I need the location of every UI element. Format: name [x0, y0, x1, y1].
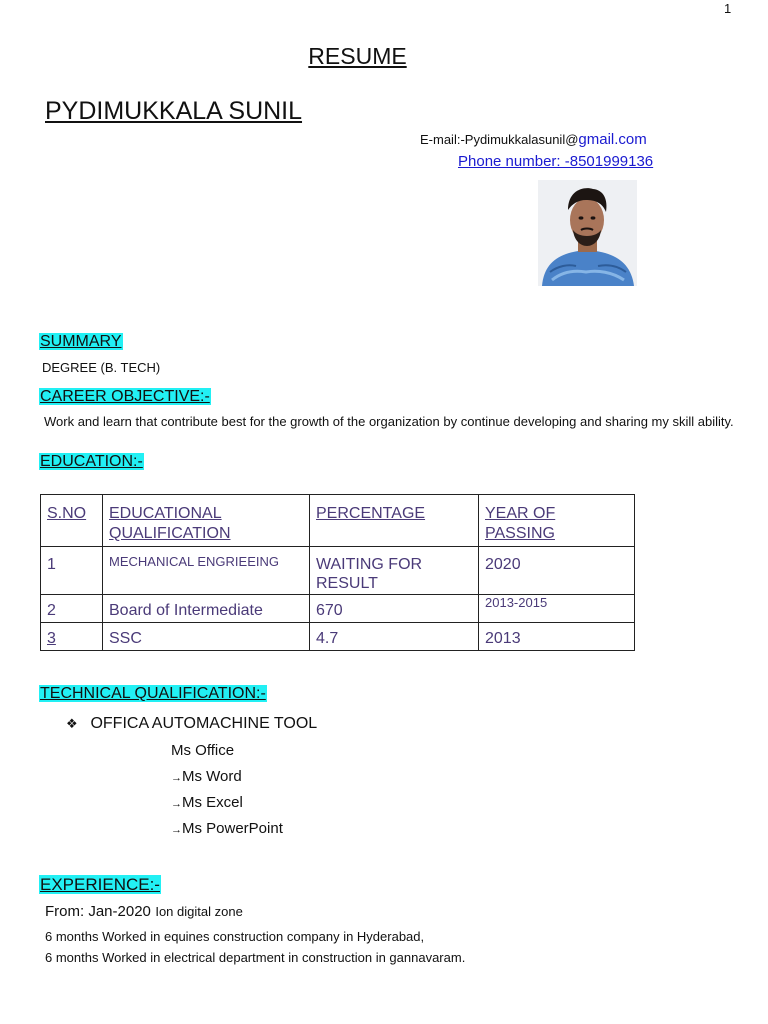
- document-title: RESUME: [308, 43, 407, 69]
- technical-bullet-item: [66, 715, 317, 733]
- phone-number[interactable]: Phone number: -8501999136: [458, 153, 654, 170]
- cell-sno: 2: [41, 595, 103, 623]
- arrow-right-icon: →: [171, 772, 182, 784]
- profile-photo: [538, 180, 637, 286]
- person-name: PYDIMUKKALA SUNIL: [45, 97, 303, 125]
- header-sno: S.NO: [41, 495, 103, 547]
- table-row: [41, 547, 635, 595]
- page-number: 1: [724, 1, 732, 16]
- table-row: [41, 595, 635, 623]
- technical-group-label: Ms Office: [171, 742, 235, 759]
- career-objective-text: Work and learn that contribute best for the growth of the organization by continue developing and sharing my skill ability.: [44, 414, 734, 429]
- diamond-bullet-icon: ❖: [66, 716, 78, 731]
- cell-qualification: SSC: [103, 623, 310, 651]
- summary-heading: SUMMARY: [40, 333, 122, 350]
- cell-percentage: 670: [310, 595, 479, 623]
- experience-line: 6 months Worked in electrical department in construction in gannavaram.: [45, 950, 466, 965]
- header-percentage: PERCENTAGE: [310, 495, 479, 547]
- email-line: [420, 131, 647, 148]
- arrow-right-icon: →: [171, 824, 182, 836]
- cell-year: 2013: [479, 623, 635, 651]
- technical-bullet-text: OFFICA AUTOMACHINE TOOL: [90, 715, 318, 732]
- person-portrait-icon: [538, 180, 637, 286]
- experience-from: [45, 903, 243, 921]
- cell-qualification: MECHANICAL ENGRIEEING: [103, 547, 310, 595]
- table-header-row: [41, 495, 635, 547]
- cell-qualification: Board of Intermediate: [103, 595, 310, 623]
- experience-from-label: From: Jan-2020: [45, 903, 151, 920]
- experience-company: Ion digital zone: [155, 904, 243, 919]
- experience-heading: EXPERIENCE:-: [40, 875, 160, 894]
- summary-text: DEGREE (B. TECH): [42, 360, 161, 375]
- experience-line: 6 months Worked in equines construction company in Hyderabad,: [45, 929, 425, 944]
- email-domain[interactable]: gmail.com: [578, 131, 647, 148]
- table-row: [41, 623, 635, 651]
- email-prefix: E-mail:-Pydimukkalasunil@: [420, 132, 579, 147]
- education-table: [40, 494, 635, 651]
- cell-year: 2020: [479, 547, 635, 595]
- cell-year: 2013-2015: [479, 595, 635, 623]
- technical-qualification-heading: TECHNICAL QUALIFICATION:-: [40, 685, 266, 702]
- list-item: →Ms Excel: [171, 794, 243, 811]
- arrow-right-icon: →: [171, 798, 182, 810]
- cell-sno: 3: [41, 623, 103, 651]
- header-year: YEAR OF PASSING: [479, 495, 635, 547]
- cell-percentage: WAITING FOR RESULT: [310, 547, 479, 595]
- list-item: →Ms Word: [171, 768, 242, 785]
- career-objective-heading: CAREER OBJECTIVE:-: [40, 388, 210, 405]
- cell-percentage: 4.7: [310, 623, 479, 651]
- cell-sno: 1: [41, 547, 103, 595]
- header-qualification: EDUCATIONAL QUALIFICATION: [103, 495, 310, 547]
- list-item: →Ms PowerPoint: [171, 820, 283, 837]
- education-heading: EDUCATION:-: [40, 453, 143, 470]
